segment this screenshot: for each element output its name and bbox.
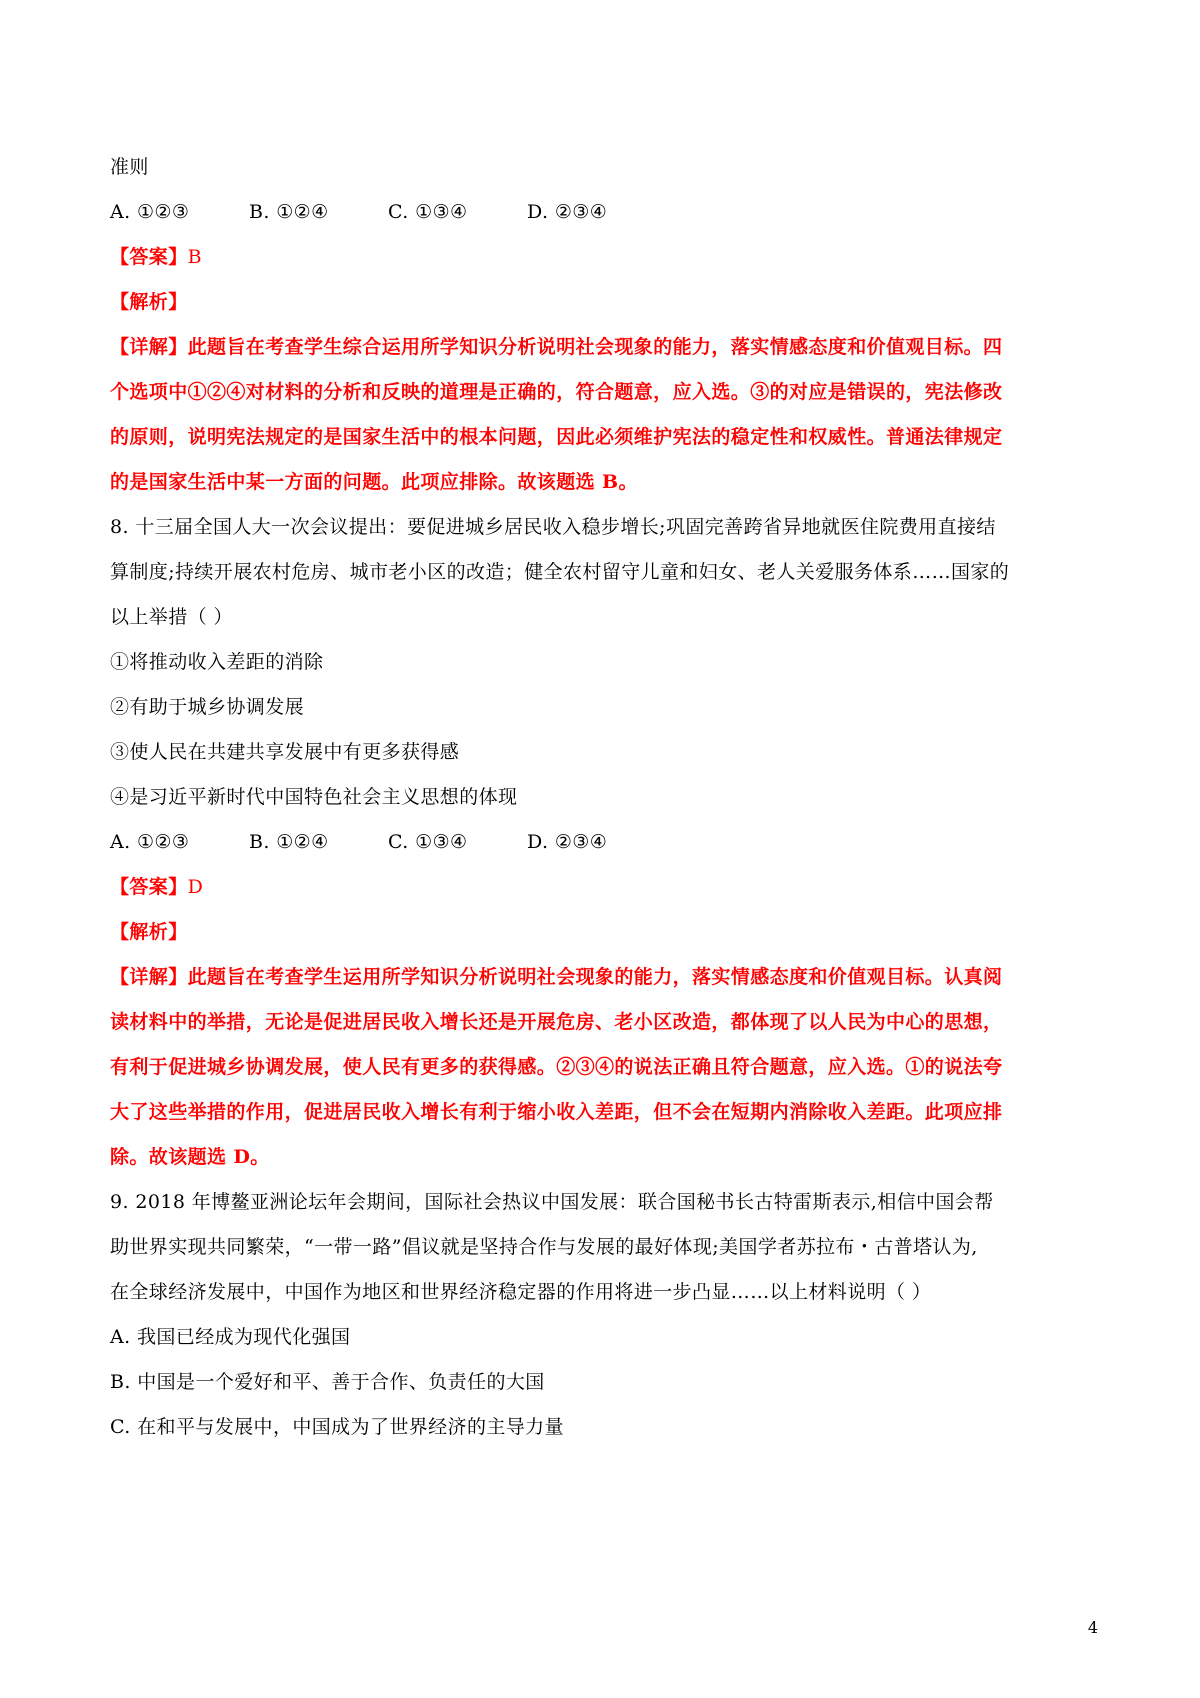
answer-tag: 【答案】	[110, 876, 188, 898]
answer-value: D	[187, 876, 204, 898]
q8-detail-line-5: 除。故该题选 D。	[110, 1146, 270, 1168]
q9-stem-line-3: 在全球经济发展中，中国作为地区和世界经济稳定器的作用将进一步凸显……以上材料说明（ ）	[110, 1281, 932, 1303]
q8-options	[110, 829, 607, 855]
q7-options	[110, 199, 607, 225]
q7-detail-line-4: 的是国家生活中某一方面的问题。此项应排除。故该题选 B。	[110, 471, 638, 493]
q8-statement-4: ④是习近平新时代中国特色社会主义思想的体现	[110, 786, 518, 808]
q8-analysis-tag: 【解析】	[110, 921, 188, 943]
page-number: 4	[1087, 1618, 1098, 1637]
q7-option-b: B. ①②④	[249, 201, 329, 223]
q8-stem-line-2: 算制度;持续开展农村危房、城市老小区的改造；健全农村留守儿童和妇女、老人关爱服务体系……国家的	[110, 561, 1010, 583]
q7-option-d: D. ②③④	[527, 201, 608, 223]
q8-detail-line-3: 有利于促进城乡协调发展，使人民有更多的获得感。②③④的说法正确且符合题意，应入选。①的说法夸	[110, 1056, 1003, 1078]
q8-option-c: C. ①③④	[388, 831, 468, 853]
q7-answer	[110, 244, 202, 270]
q8-option-a: A. ①②③	[110, 831, 190, 853]
answer-value: B	[187, 246, 202, 268]
q9-option-c: C. 在和平与发展中，中国成为了世界经济的主导力量	[110, 1416, 564, 1438]
q8-detail-line-4: 大了这些举措的作用，促进居民收入增长有利于缩小收入差距，但不会在短期内消除收入差距。此项应排	[110, 1101, 1003, 1123]
q8-option-d: D. ②③④	[527, 831, 608, 853]
q9-stem-line-1: 9. 2018 年博鳌亚洲论坛年会期间，国际社会热议中国发展：联合国秘书长古特雷斯表示,相信中国会帮	[110, 1191, 994, 1213]
q8-stem-line-1: 8. 十三届全国人大一次会议提出：要促进城乡居民收入稳步增长;巩固完善跨省异地就医住院费用直接结	[110, 516, 996, 538]
q8-statement-1: ①将推动收入差距的消除	[110, 651, 324, 673]
q8-detail-line-2: 读材料中的举措，无论是促进居民收入增长还是开展危房、老小区改造，都体现了以人民为中心的思想，	[110, 1011, 1003, 1033]
answer-tag: 【答案】	[110, 246, 188, 268]
q9-option-b: B. 中国是一个爱好和平、善于合作、负责任的大国	[110, 1371, 545, 1393]
q7-option-a: A. ①②③	[110, 201, 190, 223]
q8-detail-line-1: 【详解】此题旨在考查学生运用所学知识分析说明社会现象的能力，落实情感态度和价值观目标。认真阅	[110, 966, 1003, 988]
q8-option-b: B. ①②④	[249, 831, 329, 853]
q8-statement-3: ③使人民在共建共享发展中有更多获得感	[110, 741, 460, 763]
q8-answer	[110, 874, 203, 900]
q9-stem-line-2: 助世界实现共同繁荣，“一带一路”倡议就是坚持合作与发展的最好体现;美国学者苏拉布・古普塔认为,	[110, 1236, 978, 1258]
q8-stem-line-3: 以上举措（ ）	[110, 606, 233, 628]
q7-detail-line-2: 个选项中①②④对材料的分析和反映的道理是正确的，符合题意，应入选。③的对应是错误的，宪法修改	[110, 381, 1003, 403]
q7-option-c: C. ①③④	[388, 201, 468, 223]
q7-continuation: 准则	[110, 156, 149, 178]
q9-option-a: A. 我国已经成为现代化强国	[110, 1326, 351, 1348]
q7-detail-line-3: 的原则，说明宪法规定的是国家生活中的根本问题，因此必须维护宪法的稳定性和权威性。普通法律规定	[110, 426, 1003, 448]
q7-detail-line-1: 【详解】此题旨在考查学生综合运用所学知识分析说明社会现象的能力，落实情感态度和价值观目标。四	[110, 336, 1003, 358]
q8-statement-2: ②有助于城乡协调发展	[110, 696, 305, 718]
q7-analysis-tag: 【解析】	[110, 291, 188, 313]
